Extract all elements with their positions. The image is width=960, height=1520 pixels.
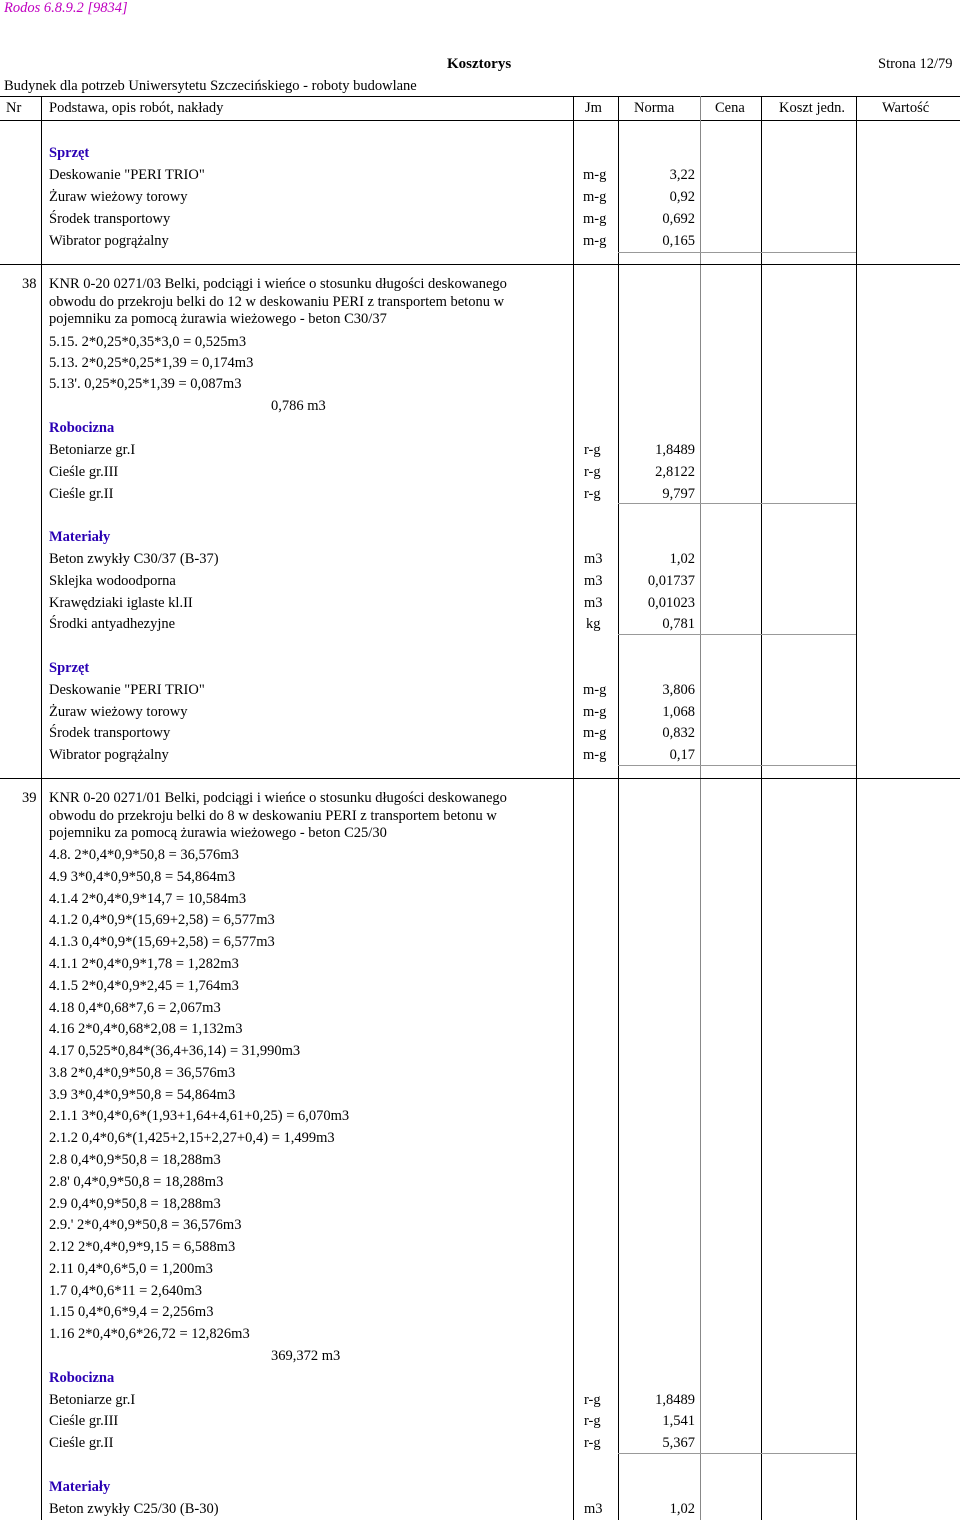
resource-norm: 0,01023 <box>647 595 695 611</box>
resource-norm: 0,01737 <box>647 573 695 589</box>
position-desc: pojemniku za pomocą żurawia wieżowego - beton C25/30 <box>49 825 387 841</box>
resource-unit: m3 <box>584 595 603 611</box>
resource-name: Beton zwykły C30/37 (B-37) <box>49 551 219 567</box>
page-number: Strona 12/79 <box>878 56 953 72</box>
resource-name: Żuraw wieżowy torowy <box>49 704 188 720</box>
resource-unit: r-g <box>584 1435 601 1451</box>
resource-name: Żuraw wieżowy torowy <box>49 189 188 205</box>
header-top-rule <box>0 96 960 97</box>
row-divider <box>618 252 856 253</box>
resource-unit: m-g <box>583 233 607 249</box>
resource-unit: kg <box>586 616 601 632</box>
resource-unit: r-g <box>584 464 601 480</box>
resource-norm: 1,8489 <box>655 442 695 458</box>
row-divider <box>618 1453 856 1454</box>
calc-line: 2.9 0,4*0,9*50,8 = 18,288m3 <box>49 1196 221 1212</box>
resource-norm: 1,8489 <box>655 1392 695 1408</box>
col-nr: Nr <box>6 100 22 116</box>
software-version: Rodos 6.8.9.2 [9834] <box>4 0 128 16</box>
resource-norm: 0,781 <box>662 616 695 632</box>
header-bottom-rule <box>0 120 960 121</box>
calc-line: 2.8' 0,4*0,9*50,8 = 18,288m3 <box>49 1174 224 1190</box>
resource-norm: 0,17 <box>669 747 695 763</box>
resource-name: Beton zwykły C25/30 (B-30) <box>49 1501 219 1517</box>
resource-unit: m-g <box>583 167 607 183</box>
position-desc: pojemniku za pomocą żurawia wieżowego - beton C30/37 <box>49 311 387 327</box>
resource-name: Środek transportowy <box>49 725 171 741</box>
grid-vline <box>618 96 619 1520</box>
row-divider <box>618 765 856 766</box>
calc-line: 5.13'. 0,25*0,25*1,39 = 0,087m3 <box>49 376 242 392</box>
position-desc: KNR 0-20 0271/03 Belki, podciągi i wieńce o stosunku długości deskowanego <box>49 276 507 292</box>
quantity-total: 0,786 m3 <box>271 398 326 414</box>
calc-line: 2.12 2*0,4*0,9*9,15 = 6,588m3 <box>49 1239 236 1255</box>
calc-line: 2.8 0,4*0,9*50,8 = 18,288m3 <box>49 1152 221 1168</box>
resource-unit: m-g <box>583 211 607 227</box>
grid-vline <box>573 96 574 1520</box>
section-title-materialy: Materiały <box>49 1479 111 1495</box>
resource-norm: 1,02 <box>669 551 695 567</box>
resource-norm: 3,22 <box>669 167 695 183</box>
col-desc: Podstawa, opis robót, nakłady <box>49 100 224 116</box>
resource-norm: 2,8122 <box>655 464 695 480</box>
resource-unit: m-g <box>583 725 607 741</box>
calc-line: 1.15 0,4*0,6*9,4 = 2,256m3 <box>49 1304 214 1320</box>
position-separator <box>0 778 960 779</box>
resource-name: Sklejka wodoodporna <box>49 573 176 589</box>
calc-line: 4.1.5 2*0,4*0,9*2,45 = 1,764m3 <box>49 978 239 994</box>
grid-vline <box>856 96 857 1520</box>
grid-vline <box>700 96 701 1520</box>
resource-name: Cieśle gr.II <box>49 486 114 502</box>
col-koszt: Koszt jedn. <box>779 100 846 116</box>
resource-name: Cieśle gr.II <box>49 1435 114 1451</box>
resource-unit: m3 <box>584 573 603 589</box>
quantity-total: 369,372 m3 <box>271 1348 341 1364</box>
resource-name: Środki antyadhezyjne <box>49 616 176 632</box>
calc-line: 4.1.1 2*0,4*0,9*1,78 = 1,282m3 <box>49 956 239 972</box>
calc-line: 5.15. 2*0,25*0,35*3,0 = 0,525m3 <box>49 334 247 350</box>
resource-name: Cieśle gr.III <box>49 464 119 480</box>
calc-line: 4.8. 2*0,4*0,9*50,8 = 36,576m3 <box>49 847 239 863</box>
resource-name: Wibrator pogrążalny <box>49 233 169 249</box>
calc-line: 2.1.2 0,4*0,6*(1,425+2,15+2,27+0,4) = 1,499m3 <box>49 1130 335 1146</box>
row-divider <box>618 634 856 635</box>
resource-norm: 0,92 <box>669 189 695 205</box>
calc-line: 2.11 0,4*0,6*5,0 = 1,200m3 <box>49 1261 213 1277</box>
resource-unit: r-g <box>584 442 601 458</box>
calc-line: 4.1.4 2*0,4*0,9*14,7 = 10,584m3 <box>49 891 247 907</box>
calc-line: 4.16 2*0,4*0,68*2,08 = 1,132m3 <box>49 1021 243 1037</box>
calc-line: 5.13. 2*0,25*0,25*1,39 = 0,174m3 <box>49 355 254 371</box>
resource-norm: 3,806 <box>662 682 695 698</box>
resource-unit: r-g <box>584 1413 601 1429</box>
calc-line: 4.1.3 0,4*0,9*(15,69+2,58) = 6,577m3 <box>49 934 275 950</box>
grid-vline <box>761 96 762 1520</box>
resource-name: Krawędziaki iglaste kl.II <box>49 595 193 611</box>
position-separator <box>0 264 960 265</box>
resource-unit: m-g <box>583 682 607 698</box>
resource-norm: 0,832 <box>662 725 695 741</box>
position-number: 38 <box>22 276 37 292</box>
resource-norm: 9,797 <box>662 486 695 502</box>
resource-norm: 0,165 <box>662 233 695 249</box>
calc-line: 4.1.2 0,4*0,9*(15,69+2,58) = 6,577m3 <box>49 912 275 928</box>
section-title-robocizna: Robocizna <box>49 420 115 436</box>
position-number: 39 <box>22 790 37 806</box>
row-divider <box>618 503 856 504</box>
col-norma: Norma <box>634 100 675 116</box>
calc-line: 1.7 0,4*0,6*11 = 2,640m3 <box>49 1283 203 1299</box>
section-title-sprzet: Sprzęt <box>49 660 90 676</box>
resource-name: Betoniarze gr.I <box>49 1392 136 1408</box>
position-desc: obwodu do przekroju belki do 12 w deskowaniu PERI z transportem betonu w <box>49 294 505 310</box>
position-desc: obwodu do przekroju belki do 8 w deskowaniu PERI z transportem betonu w <box>49 808 497 824</box>
calc-line: 4.17 0,525*0,84*(36,4+36,14) = 31,990m3 <box>49 1043 301 1059</box>
resource-name: Betoniarze gr.I <box>49 442 136 458</box>
calc-line: 4.18 0,4*0,68*7,6 = 2,067m3 <box>49 1000 221 1016</box>
calc-line: 3.9 3*0,4*0,9*50,8 = 54,864m3 <box>49 1087 236 1103</box>
resource-name: Cieśle gr.III <box>49 1413 119 1429</box>
resource-norm: 5,367 <box>662 1435 695 1451</box>
resource-unit: r-g <box>584 1392 601 1408</box>
calc-line: 3.8 2*0,4*0,9*50,8 = 36,576m3 <box>49 1065 236 1081</box>
col-wartosc: Wartość <box>882 100 930 116</box>
col-cena: Cena <box>715 100 745 116</box>
resource-unit: m-g <box>583 189 607 205</box>
calc-line: 2.1.1 3*0,4*0,6*(1,93+1,64+4,61+0,25) = 6,070m3 <box>49 1108 350 1124</box>
col-jm: Jm <box>585 100 602 116</box>
calc-line: 4.9 3*0,4*0,9*50,8 = 54,864m3 <box>49 869 236 885</box>
section-title-robocizna: Robocizna <box>49 1370 115 1386</box>
resource-unit: m3 <box>584 1501 603 1517</box>
resource-norm: 0,692 <box>662 211 695 227</box>
resource-unit: m3 <box>584 551 603 567</box>
position-desc: KNR 0-20 0271/01 Belki, podciągi i wieńce o stosunku długości deskowanego <box>49 790 507 806</box>
resource-unit: m-g <box>583 747 607 763</box>
calc-line: 1.16 2*0,4*0,6*26,72 = 12,826m3 <box>49 1326 250 1342</box>
resource-norm: 1,02 <box>669 1501 695 1517</box>
resource-name: Deskowanie "PERI TRIO" <box>49 682 205 698</box>
calc-line: 2.9.' 2*0,4*0,9*50,8 = 36,576m3 <box>49 1217 242 1233</box>
resource-name: Deskowanie "PERI TRIO" <box>49 167 205 183</box>
resource-name: Wibrator pogrążalny <box>49 747 169 763</box>
resource-unit: r-g <box>584 486 601 502</box>
project-name: Budynek dla potrzeb Uniwersytetu Szczecińskiego - roboty budowlane <box>4 78 417 94</box>
resource-unit: m-g <box>583 704 607 720</box>
resource-norm: 1,068 <box>662 704 695 720</box>
resource-name: Środek transportowy <box>49 211 171 227</box>
section-title-materialy: Materiały <box>49 529 111 545</box>
document-title: Kosztorys <box>447 56 512 72</box>
grid-vline <box>41 96 42 1520</box>
resource-norm: 1,541 <box>662 1413 695 1429</box>
section-title-sprzet: Sprzęt <box>49 145 90 161</box>
